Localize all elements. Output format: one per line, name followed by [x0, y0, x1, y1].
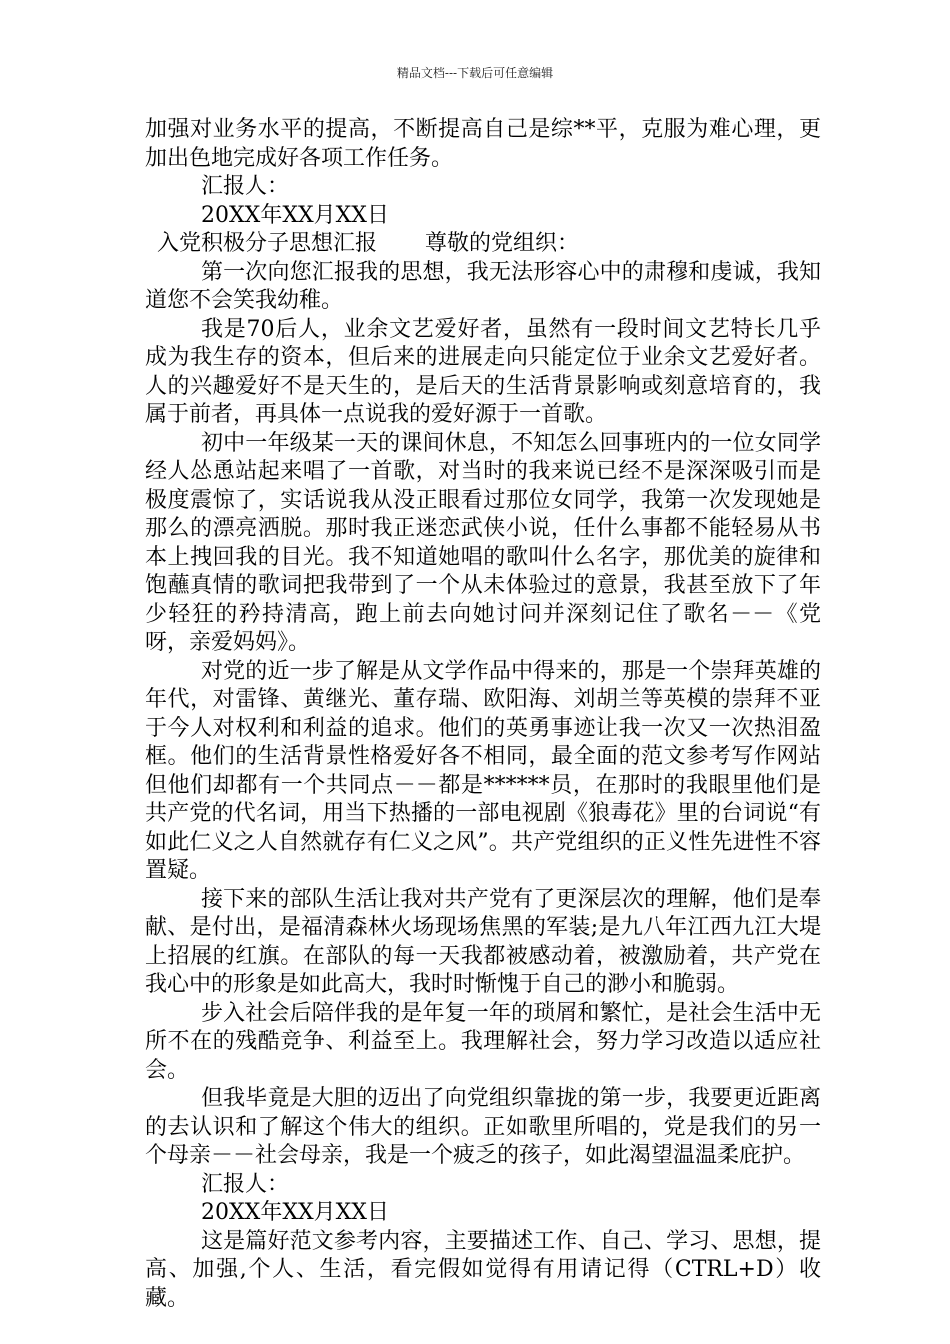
- page-header: 精品文档---下载后可任意编辑: [396, 66, 554, 80]
- reporter-label: 汇报人：: [201, 174, 290, 199]
- report-date-2: 20XX年XX月XX日: [201, 1200, 389, 1225]
- report-title: 入党积极分子思想汇报: [157, 231, 378, 256]
- paragraph-4: 对党的近一步了解是从文学作品中得来的，那是一个崇拜英雄的年代，对雷锋、黄继光、董存瑞、欧阳海、刘胡兰等英模的崇拜不亚于今人对权利和利益的追求。他们的英勇事迹让我一次又一次热泪盈框。他们的生活背景性格爱好各不相同，最全面的范文参考写作网站但他们却都有一个共同点－－都是******员，在那时的我眼里他们是共产党的代名词，用当下热播的一部电视剧《狼毒花》里的台词说“有如此仁义之人自然就存有仁义之风”。共产党组织的正义性先进性不容置疑。: [145, 658, 821, 883]
- report-heading-line: [145, 230, 821, 259]
- report-date: 20XX年XX月XX日: [201, 202, 389, 228]
- paragraph-1: 第一次向您汇报我的思想，我无法形容心中的肃穆和虔诚，我知道您不会笑我幼稚。: [145, 259, 821, 313]
- paragraph-2: 我是70后人，业余文艺爱好者，虽然有一段时间文艺特长几乎成为我生存的资本，但后来的进展走向只能定位于业余文艺爱好者。人的兴趣爱好不是天生的，是后天的生活背景影响或刻意培育的，我属于前者，再具体一点说我的爱好源于一首歌。: [145, 316, 821, 427]
- paragraph-footer: 这是篇好范文参考内容，主要描述工作、自己、学习、思想，提高、加强,个人、生活，看完假如觉得有用请记得（CTRL+D）收藏。: [145, 1228, 821, 1311]
- paragraph-3: 初中一年级某一天的课间休息，不知怎么回事班内的一位女同学经人怂恿站起来唱了一首歌，对当时的我来说已经不是深深吸引而是极度震惊了，实话说我从没正眼看过那位女同学，我第一次发现她是那么的漂亮洒脱。那时我正迷恋武侠小说，任什么事都不能轻易从书本上拽回我的目光。我不知道她唱的歌叫什么名字，那优美的旋律和饱蘸真情的歌词把我带到了一个从未体验过的意景，我甚至放下了年少轻狂的矜持清高，跑上前去向她讨问并深刻记住了歌名－－《党呀，亲爱妈妈》。: [145, 430, 821, 655]
- paragraph-continued: 加强对业务水平的提高，不断提高自己是综**平，克服为难心理，更加出色地完成好各项工作任务。: [145, 117, 821, 171]
- paragraph-6: 步入社会后陪伴我的是年复一年的琐屑和繁忙，是社会生活中无所不在的残酷竞争、利益至上。我理解社会，努力学习改造以适应社会。: [145, 1000, 821, 1083]
- salutation: 尊敬的党组织：: [425, 231, 580, 256]
- paragraph-7: 但我毕竟是大胆的迈出了向党组织靠拢的第一步，我要更近距离的去认识和了解这个伟大的组织。正如歌里所唱的，党是我们的另一个母亲－－社会母亲，我是一个疲乏的孩子，如此渴望温温柔庇护。: [145, 1086, 821, 1168]
- document-body: [145, 116, 821, 1313]
- paragraph-5: 接下来的部队生活让我对共产党有了更深层次的理解，他们是奉献、是付出，是福清森林火场现场焦黑的军装;是九八年江西九江大堤上招展的红旗。在部队的每一天我都被感动着，被激励着，共产党在我心中的形象是如此高大，我时时惭愧于自己的渺小和脆弱。: [145, 886, 821, 997]
- reporter-label-2: 汇报人：: [201, 1171, 290, 1197]
